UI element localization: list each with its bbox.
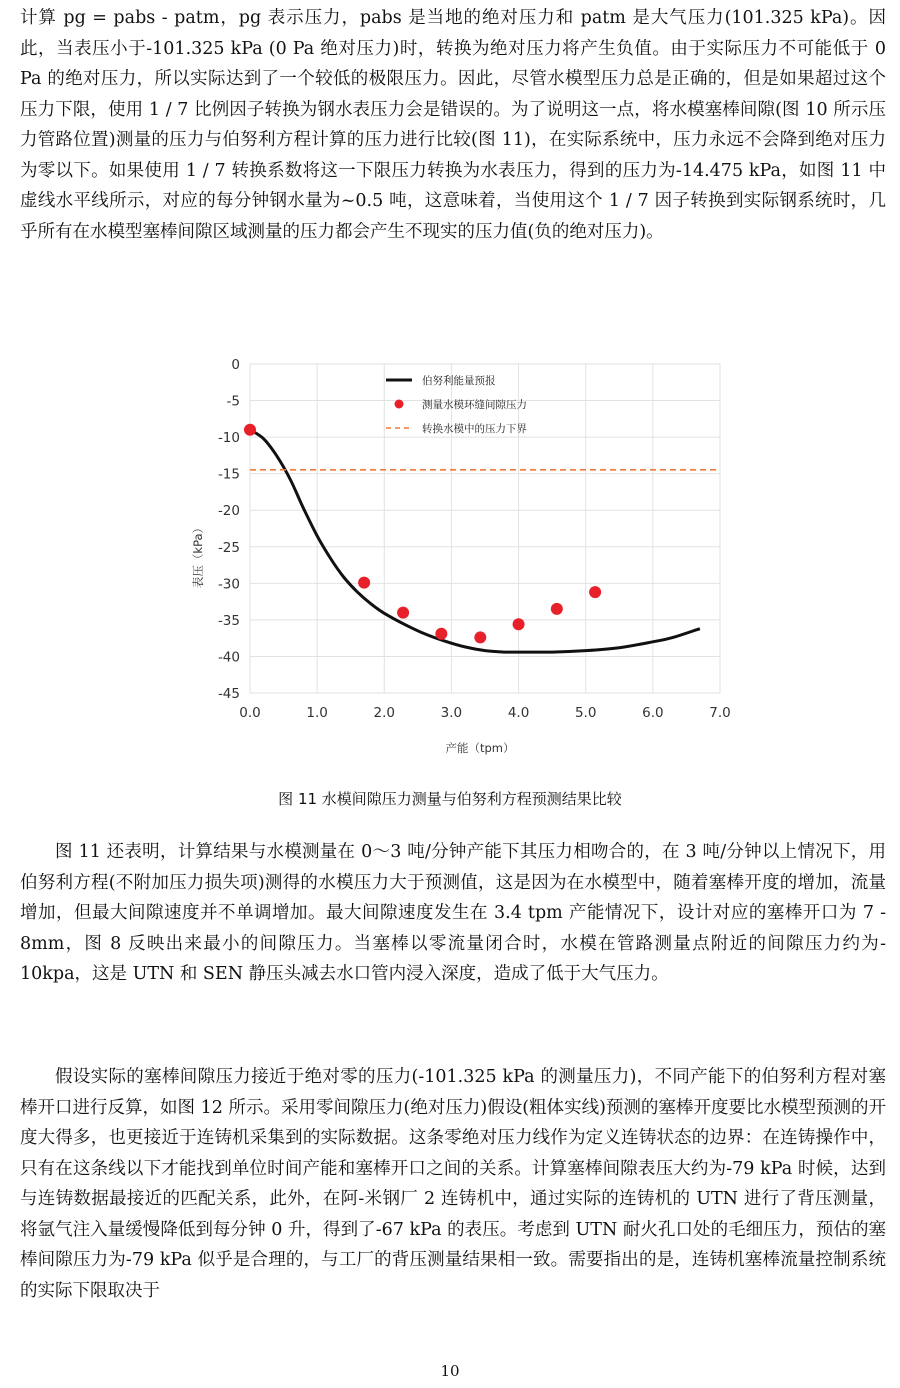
measured-gap-pressure-point <box>435 628 447 640</box>
y-tick-label: -45 <box>217 686 240 702</box>
measured-gap-pressure-point <box>551 603 563 615</box>
x-tick-label: 0.0 <box>239 705 261 721</box>
measured-gap-pressure-point <box>358 577 370 589</box>
paragraph-1-text: 计算 pg = pabs - patm，pg 表示压力，pabs 是当地的绝对压力和 patm 是大气压力(101.325 kPa)。因此，当表压小于-101.325 kPa (0 Pa 绝对压力)时，转换为绝对压力将产生负值。由于实际压力不可能低于 0 Pa 的绝对压力，所以实际达到了一个较低的极限压力。因此，尽管水模型压力总是正确的，但是如果超过这个压力下限，使用 1 / 7 比例因子转换为钢水表压力会是错误的。为了说明这一点，将水模塞棒间隙(图 10 所示压力管路位置)测量的压力与伯努利方程计算的压力进行比较(图 11)，在实际系统中，压力永远不会降到绝对压力为零以下。如果使用 1 / 7 转换系数将这一下限压力转换为水表压力，得到的压力为-14.475 kPa，如图 11 中虚线水平线所示，对应的每分钟钢水量为~0.5 吨，这意味着，当使用这个 1 / 7 因子转换到实际钢系统时，几乎所有在水模型塞棒间隙区域测量的压力都会产生不现实的压力值(负的绝对压力)。 <box>20 8 886 242</box>
measured-gap-pressure-point <box>397 607 409 619</box>
y-tick-label: -40 <box>217 649 240 666</box>
y-axis-label: 表压（kPa） <box>191 521 205 589</box>
x-tick-label: 3.0 <box>440 705 463 721</box>
measured-gap-pressure-point <box>513 618 525 630</box>
y-tick-label: -5 <box>226 393 240 410</box>
paragraph-3 <box>20 1062 886 1306</box>
y-tick-label: -20 <box>217 503 240 520</box>
y-tick-label: -35 <box>217 612 240 629</box>
legend-point-swatch <box>395 400 404 409</box>
paragraph-3-text: 假设实际的塞棒间隙压力接近于绝对零的压力(-101.325 kPa 的测量压力)，不同产能下的伯努利方程对塞棒开口进行反算，如图 12 所示。采用零间隙压力(绝对压力)假设(粗体实线)预测的塞棒开度要比水模型预测的开度大得多，也更接近于连铸机采集到的实际数据。这条零绝对压力线作为定义连铸状态的边界：在连铸操作中，只有在这条线以下才能找到单位时间产能和塞棒开口之间的关系。计算塞棒间隙表压大约为-79 kPa 时候，达到与连铸数据最接近的匹配关系，此外，在阿-米钢厂 2 连铸机中，通过实际的连铸机的 UTN 进行了背压测量，将氩气注入量缓慢降低到每分钟 0 升，得到了-67 kPa 的表压。考虑到 UTN 耐火孔口处的毛细压力，预估的塞棒间隙压力为-79 kPa 似乎是合理的，与工厂的背压测量结果相一致。需要指出的是，连铸机塞棒流量控制系统的实际下限取决于 <box>20 1067 886 1301</box>
measured-gap-pressure-point <box>244 424 256 436</box>
paragraph-2-text: 图 11 还表明，计算结果与水模测量在 0～3 吨/分钟产能下其压力相吻合的，在 3 吨/分钟以上情况下，用伯努利方程(不附加压力损失项)测得的水模压力大于预测值，这是因为在水模型中，随着塞棒开度的增加，流量增加，但最大间隙速度并不单调增加。最大间隙速度发生在 3.4 tpm 产能情况下，设计对应的塞棒开口为 7 - 8mm，图 8 反映出来最小的间隙压力。当塞棒以零流量闭合时，水模在管路测量点附近的间隙压力约为- 10kpa，这是 UTN 和 SEN 静压头减去水口管内浸入深度，造成了低于大气压力。 <box>20 842 886 984</box>
figure-caption: 图 11 水模间隙压力测量与伯努利方程预测结果比较 <box>278 790 622 808</box>
page-number: 10 <box>440 1362 460 1380</box>
legend-entry-label: 转换水模中的压力下界 <box>422 423 527 435</box>
figure-11-chart <box>180 345 740 770</box>
x-tick-label: 7.0 <box>709 705 731 721</box>
x-tick-label: 4.0 <box>507 705 530 721</box>
x-axis-label: 产能（tpm） <box>445 741 515 755</box>
x-tick-label: 1.0 <box>306 705 328 721</box>
paragraph-1 <box>20 3 886 247</box>
legend-entry-label: 测量水模环缝间隙压力 <box>422 399 527 411</box>
y-tick-label: -30 <box>217 576 240 593</box>
y-tick-label: -15 <box>217 466 240 483</box>
legend-entry-label: 伯努利能量预报 <box>422 375 496 387</box>
paragraph-2 <box>20 837 886 990</box>
x-tick-label: 2.0 <box>373 705 396 721</box>
x-tick-label: 5.0 <box>574 705 597 721</box>
x-tick-label: 6.0 <box>642 705 664 721</box>
y-tick-label: -10 <box>217 430 240 447</box>
measured-gap-pressure-point <box>589 586 601 598</box>
y-tick-label: -25 <box>217 539 240 556</box>
measured-gap-pressure-point <box>474 631 486 643</box>
y-tick-label: 0 <box>231 357 240 373</box>
